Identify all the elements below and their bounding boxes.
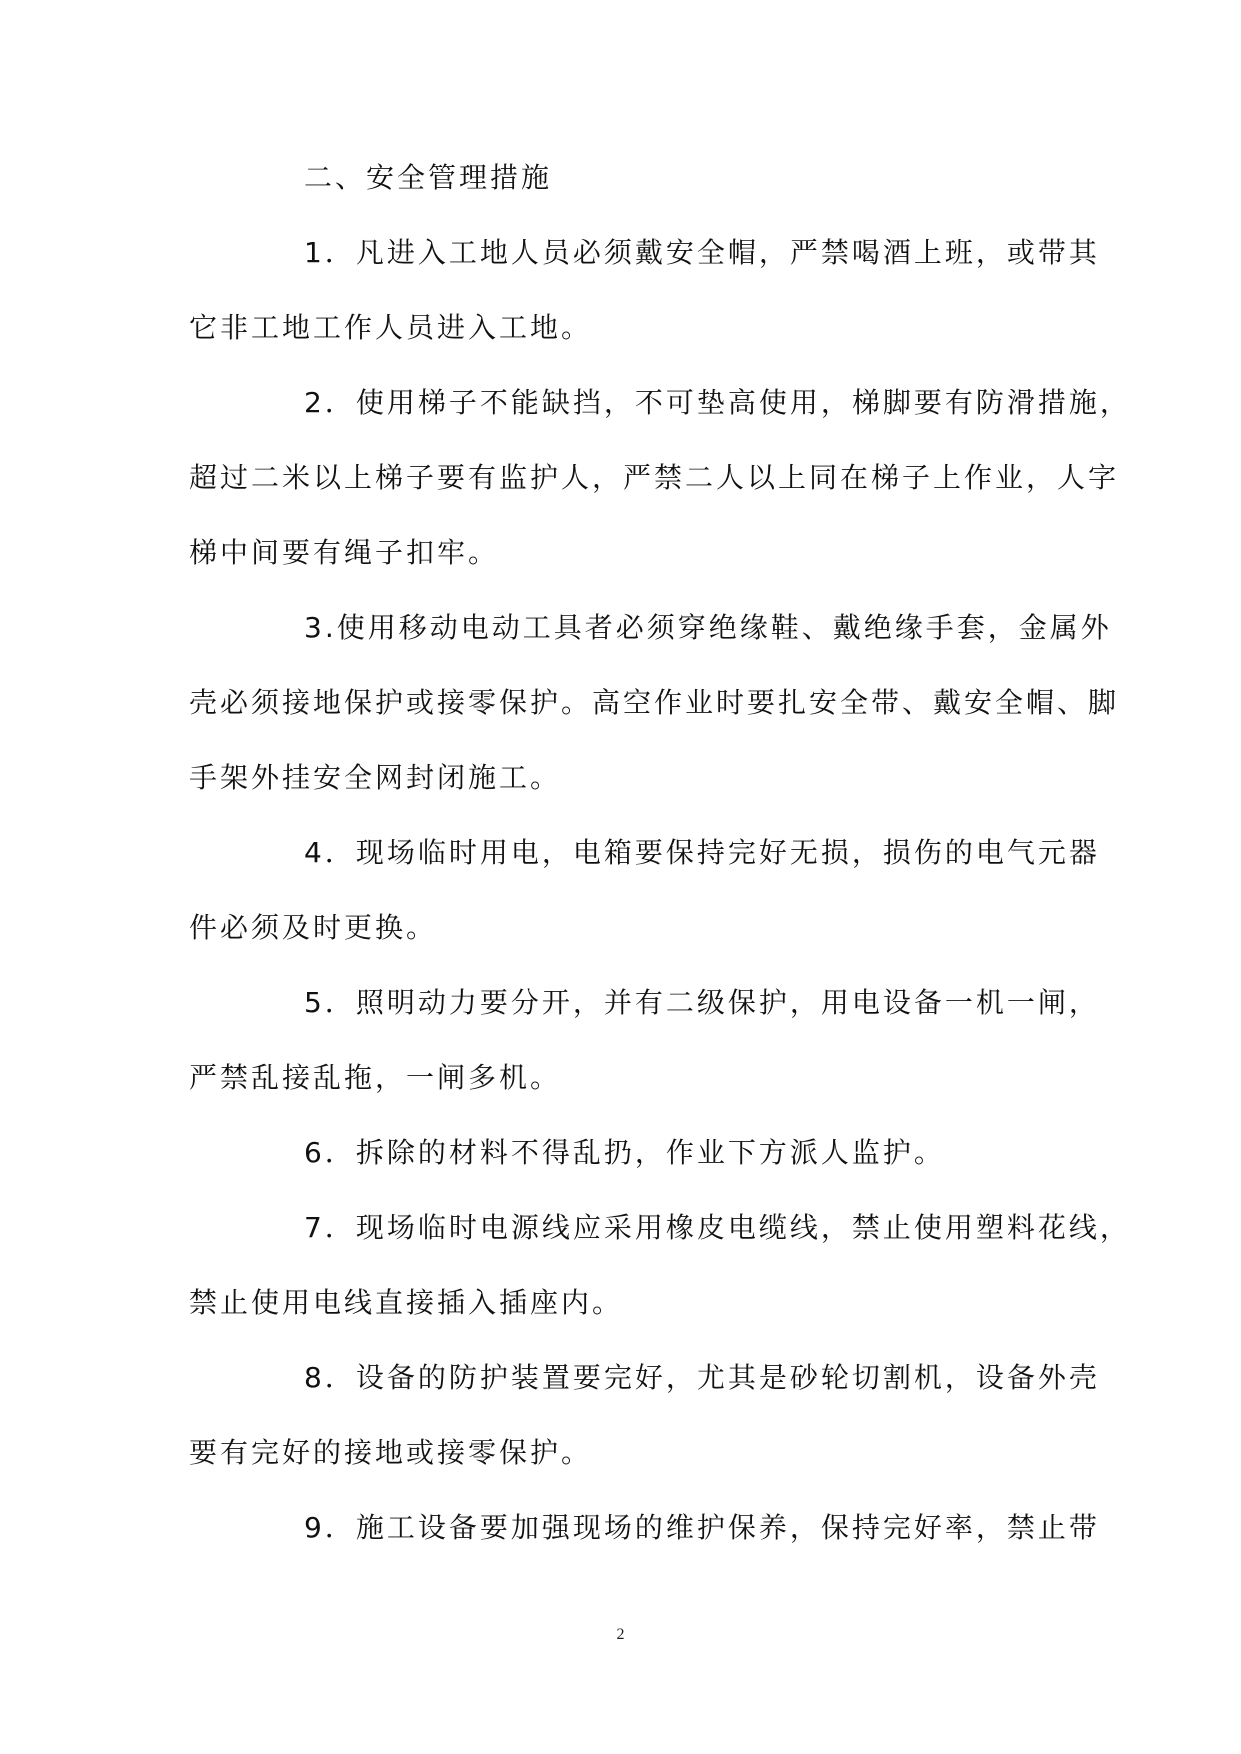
text-line: 8．设备的防护装置要完好，尤其是砂轮切割机，设备外壳 [304, 1361, 1100, 1394]
text-line: 超过二米以上梯子要有监护人，严禁二人以上同在梯子上作业，人字 [189, 461, 1120, 494]
text-line: 4．现场临时用电，电箱要保持完好无损，损伤的电气元器 [304, 836, 1100, 869]
text-line: 6．拆除的材料不得乱扔，作业下方派人监护。 [304, 1136, 945, 1169]
text-line: 它非工地工作人员进入工地。 [189, 311, 593, 344]
text-line: 严禁乱接乱拖，一闸多机。 [189, 1061, 562, 1094]
text-line: 手架外挂安全网封闭施工。 [189, 761, 562, 794]
text-line: 壳必须接地保护或接零保护。高空作业时要扎安全带、戴安全帽、脚 [189, 686, 1120, 719]
text-line: 梯中间要有绳子扣牢。 [189, 536, 500, 569]
page-number: 2 [616, 1626, 625, 1643]
text-line: 1．凡进入工地人员必须戴安全帽，严禁喝酒上班，或带其 [304, 236, 1100, 269]
text-line: 7．现场临时电源线应采用橡皮电缆线，禁止使用塑料花线， [304, 1211, 1131, 1244]
document-body [189, 140, 1131, 1565]
text-line: 5．照明动力要分开，并有二级保护，用电设备一机一闸， [304, 986, 1100, 1019]
text-line: 2．使用梯子不能缺挡，不可垫高使用，梯脚要有防滑措施， [304, 386, 1131, 419]
text-line: 要有完好的接地或接零保护。 [189, 1436, 593, 1469]
text-line: 9．施工设备要加强现场的维护保养，保持完好率，禁止带 [304, 1511, 1100, 1544]
text-line: 件必须及时更换。 [189, 911, 438, 944]
section-heading: 二、安全管理措施 [304, 161, 553, 194]
text-line: 3.使用移动电动工具者必须穿绝缘鞋、戴绝缘手套，金属外 [304, 611, 1112, 644]
text-line: 禁止使用电线直接插入插座内。 [189, 1286, 624, 1319]
